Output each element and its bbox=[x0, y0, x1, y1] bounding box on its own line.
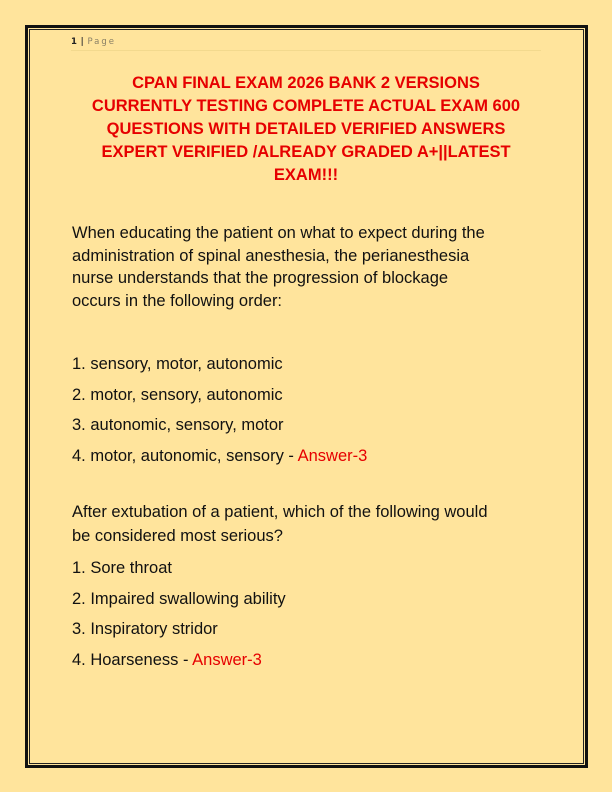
stem-line: nurse understands that the progression of blockage bbox=[72, 269, 449, 287]
stem-line: When educating the patient on what to expect during the bbox=[72, 224, 485, 242]
page-header bbox=[71, 36, 541, 51]
option-2: 2. motor, sensory, autonomic bbox=[72, 385, 283, 404]
option-3: 3. autonomic, sensory, motor bbox=[72, 416, 284, 434]
option-3: 3. Inspiratory stridor bbox=[72, 620, 218, 638]
question-1-options bbox=[72, 349, 542, 471]
option-2: 2. Impaired swallowing ability bbox=[72, 589, 286, 608]
title-line: CURRENTLY TESTING COMPLETE ACTUAL EXAM 600 bbox=[91, 97, 521, 115]
title-line: CPAN FINAL EXAM 2026 BANK 2 VERSIONS bbox=[132, 74, 480, 92]
option-4 bbox=[72, 441, 542, 472]
answer-label: Answer-3 bbox=[297, 446, 368, 465]
question-2-stem bbox=[72, 501, 542, 548]
option-4 bbox=[72, 645, 542, 676]
option-1: 1. Sore throat bbox=[72, 559, 172, 577]
stem-line: administration of spinal anesthesia, the perianesthesia bbox=[72, 246, 470, 265]
page-label: Page bbox=[87, 37, 117, 47]
page-number: 1 bbox=[71, 37, 77, 47]
stem-line: After extubation of a patient, which of the following would bbox=[72, 503, 488, 521]
option-4-text: 4. Hoarseness - bbox=[72, 650, 193, 669]
title-line: QUESTIONS WITH DETAILED VERIFIED ANSWERS bbox=[106, 120, 506, 138]
option-1: 1. sensory, motor, autonomic bbox=[72, 355, 283, 373]
question-2-options bbox=[72, 553, 542, 675]
answer-label: Answer-3 bbox=[192, 650, 262, 669]
stem-line: be considered most serious? bbox=[72, 526, 283, 545]
title-line: EXPERT VERIFIED /ALREADY GRADED A+||LATEST bbox=[101, 143, 511, 161]
document-title bbox=[66, 72, 546, 187]
stem-line: occurs in the following order: bbox=[72, 291, 283, 310]
question-1-stem bbox=[72, 222, 542, 312]
title-line: EXAM!!! bbox=[273, 166, 339, 184]
page-separator: | bbox=[80, 37, 84, 47]
option-4-text: 4. motor, autonomic, sensory - bbox=[72, 446, 298, 465]
